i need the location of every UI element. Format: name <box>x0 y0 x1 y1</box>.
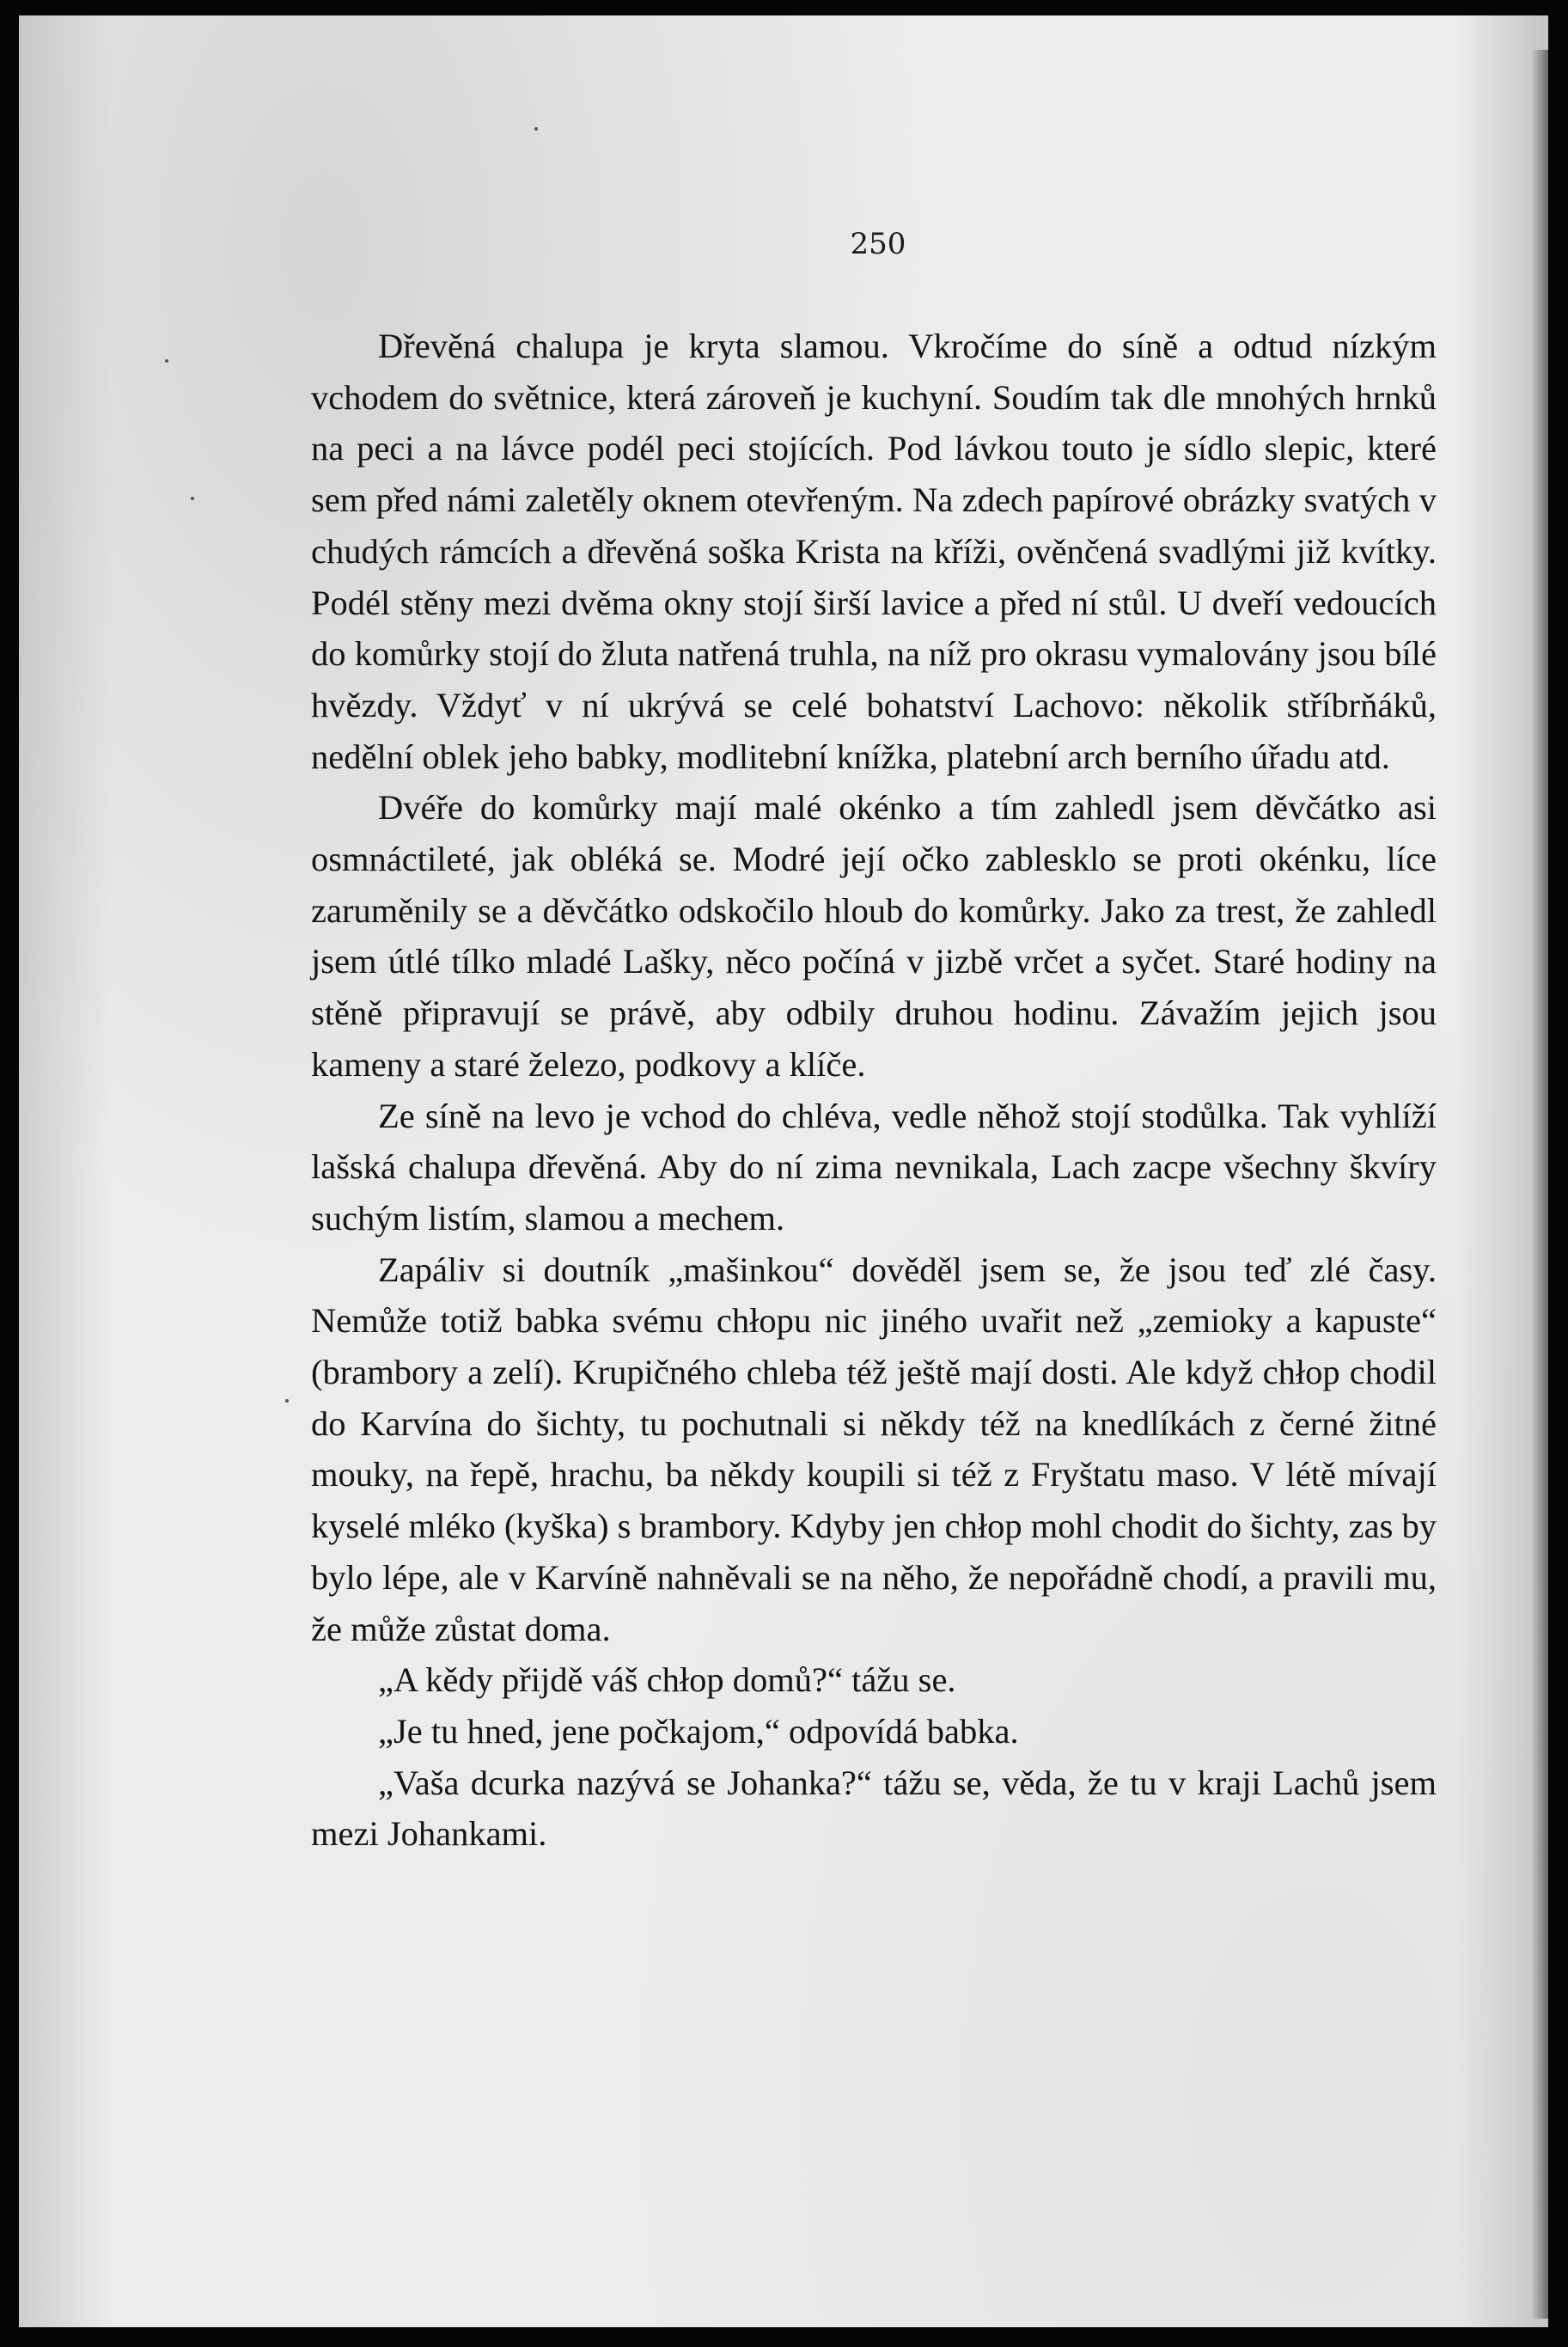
dialogue-line: „Je tu hned, jene počkajom,“ odpovídá babka. <box>378 1711 1019 1751</box>
paper-speck <box>534 127 538 131</box>
page-body-text <box>311 321 1437 1860</box>
paragraph: Ze síně na levo je vchod do chléva, vedle něhož stojí stodůlka. Tak vyhlíží lašská chalupa dřevěná. Aby do ní zima nevnikala, Lach zacpe všechny škvíry suchým listím, slamou a mechem. <box>311 1096 1437 1238</box>
page-edge-shadow <box>1531 50 1548 2319</box>
dialogue-line: „A kědy přijdě váš chłop domů?“ tážu se. <box>378 1660 956 1700</box>
dialogue-line: „Vaša dcurka nazývá se Johanka?“ tážu se, věda, že tu v kraji Lachů jsem mezi Johankami. <box>311 1763 1437 1854</box>
page-number: 250 <box>850 227 906 261</box>
paragraph: Zapáliv si doutník „mašinkou“ dověděl jsem se, že jsou teď zlé časy. Nemůže totiž babka svému chłopu nic jiného uvařit než „zemioky a kapuste“ (brambory a zelí). Krupičného chleba též ještě mají dosti. Ale když chłop chodil do Karvína do šichty, tu pochutnali si někdy též na knedlíkách z černé žitné mouky, na řepě, hrachu, ba někdy koupili si též z Fryštatu maso. V létě mívají kyselé mléko (kyška) s brambory. Kdyby jen chłop mohl chodit do šichty, zas by bylo lépe, ale v Karvíně nahněvali se na něho, že nepořádně chodí, a pravili mu, že může zůstat doma. <box>311 1250 1437 1648</box>
paragraph: Dvéře do komůrky mají malé okénko a tím zahledl jsem děvčátko asi osmnáctileté, jak obléká se. Modré její očko zablesklo se proti okénku, líce zaruměnily se a děvčátko odskočilo hloub do komůrky. Jako za trest, že zahledl jsem útlé tílko mladé Lašky, něco počíná v jizbě vrčet a syčet. Staré hodiny na stěně připravují se právě, aby odbily druhou hodinu. Závažím jejich jsou kameny a staré železo, podkovy a klíče. <box>311 788 1437 1084</box>
paper-speck <box>165 359 168 363</box>
paper-speck <box>191 497 194 500</box>
paper-speck <box>285 1399 289 1403</box>
book-page <box>19 15 1548 2327</box>
paragraph: Dřevěná chalupa je kryta slamou. Vkročíme do síně a odtud nízkým vchodem do světnice, která zároveň je kuchyní. Soudím tak dle mnohých hrnků na peci a na lávce podél peci stojících. Pod lávkou touto je sídlo slepic, které sem před námi zaletěly oknem otevřeným. Na zdech papírové obrázky svatých v chudých rámcích a dřevěná soška Krista na kříži, ověnčená svadlými již kvítky. Podél stěny mezi dvěma okny stojí širší lavice a před ní stůl. U dveří vedoucích do komůrky stojí do žluta natřená truhla, na níž pro okrasu vymalovány jsou bílé hvězdy. Vždyť v ní ukrývá se celé bohatství Lachovo: několik stříbrňáků, nedělní oblek jeho babky, modlitební knížka, platební arch berního úřadu atd. <box>311 327 1437 776</box>
